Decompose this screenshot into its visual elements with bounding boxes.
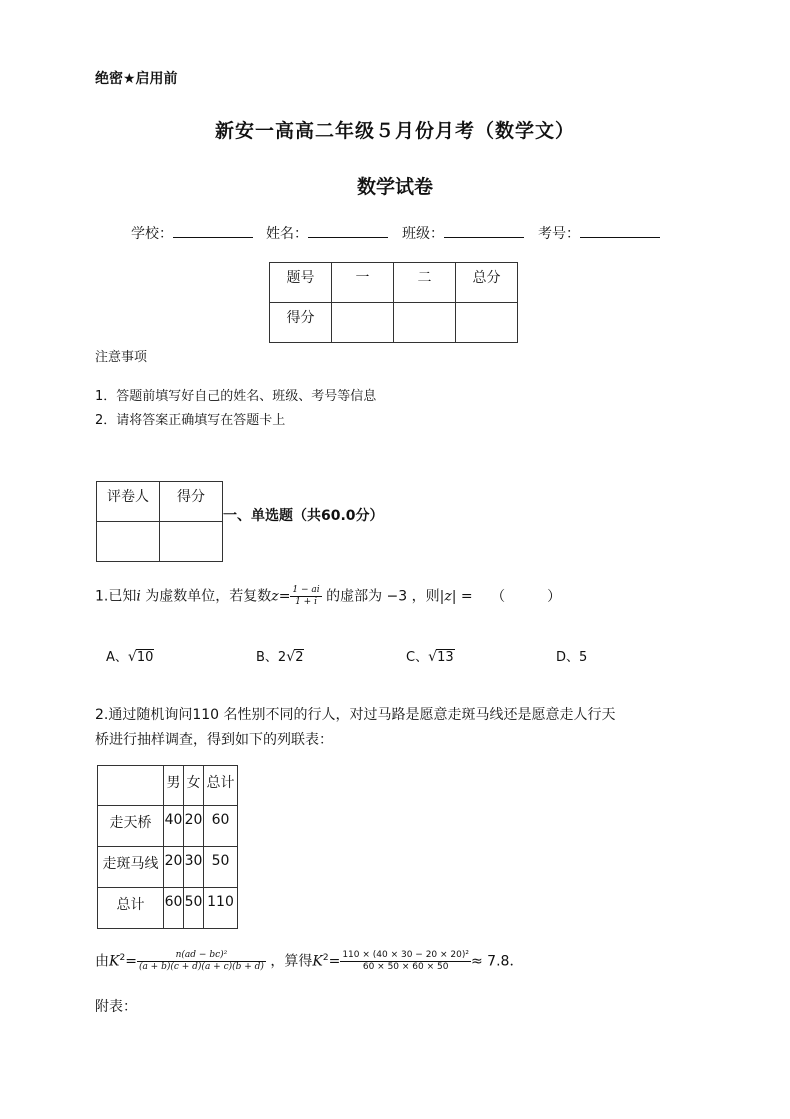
contingency-row — [98, 806, 238, 847]
exam-title: 新安一高高二年级５月份月考（数学文） — [214, 120, 575, 142]
score-table — [269, 262, 518, 343]
score-table-header-cell: 二 — [394, 263, 456, 303]
contingency-cell: 20 — [164, 847, 184, 888]
contingency-row — [98, 888, 238, 929]
contingency-header-cell: 男 — [164, 766, 184, 806]
contingency-cell: 60 — [204, 806, 238, 847]
choice-a-label: A、 — [106, 650, 128, 665]
q1-i-symbol: i — [136, 588, 141, 605]
score-cell[interactable] — [332, 303, 394, 343]
sqrt-symbol: √ 2 — [286, 649, 304, 665]
contingency-cell: 110 — [204, 888, 238, 929]
contingency-header-cell: 女 — [184, 766, 204, 806]
k2-exponent: 2 — [322, 952, 329, 963]
sqrt-symbol: √ 10 — [127, 649, 154, 665]
k2-computed-num: 110 × (40 × 30 − 20 × 20)² — [342, 950, 469, 960]
choice-d[interactable] — [556, 646, 587, 665]
score-table-header-row — [270, 263, 518, 303]
choice-b-coef: 2 — [277, 650, 287, 665]
k2-general-fraction — [137, 950, 266, 973]
section-title: 一、单选题（共60.0分） — [223, 508, 384, 524]
formula-prefix: 由 — [95, 953, 109, 970]
school-label: 学校： — [131, 226, 173, 242]
exam-number-field[interactable] — [538, 223, 660, 243]
choice-b[interactable] — [256, 646, 304, 665]
grader-table — [96, 481, 223, 562]
question-1 — [95, 585, 561, 608]
class-blank[interactable] — [444, 223, 524, 238]
score-table-header-cell: 总分 — [456, 263, 518, 303]
q1-fraction — [290, 585, 321, 608]
grader-cell[interactable] — [97, 522, 160, 562]
contingency-row-label: 走天桥 — [98, 806, 164, 847]
contingency-cell: 40 — [164, 806, 184, 847]
k2-approx: ≈ 7.8 — [471, 953, 510, 970]
class-field[interactable] — [402, 223, 524, 243]
contingency-row — [98, 847, 238, 888]
sqrt-symbol: √ 13 — [428, 649, 454, 665]
k2-exponent: 2 — [119, 952, 126, 963]
formula-end: ． — [509, 953, 524, 970]
choice-c-label: C、 — [406, 650, 429, 665]
k2-formula — [95, 950, 523, 973]
choice-b-label: B、 — [256, 650, 278, 665]
q1-z-symbol: z — [271, 588, 279, 605]
choice-a-radicand: 10 — [136, 650, 154, 665]
contingency-header-cell — [98, 766, 164, 806]
grader-score-label: 得分 — [160, 482, 223, 522]
q1-prefix: 1.已知 — [95, 588, 137, 605]
exam-number-blank[interactable] — [580, 223, 660, 238]
contingency-row-label: 走斑马线 — [98, 847, 164, 888]
k2-computed-fraction — [340, 950, 471, 973]
score-cell[interactable] — [394, 303, 456, 343]
exam-subtitle: 数学试卷 — [356, 176, 433, 198]
contingency-cell: 30 — [184, 847, 204, 888]
contingency-header-row — [98, 766, 238, 806]
choice-a[interactable] — [106, 646, 154, 665]
grader-score-cell[interactable] — [160, 522, 223, 562]
contingency-table — [97, 765, 238, 929]
score-table-score-row — [270, 303, 518, 343]
q1-frac-num: 1 − ai — [292, 585, 320, 595]
contingency-row-label: 总计 — [98, 888, 164, 929]
formula-eq: = — [125, 953, 137, 970]
q1-answer-paren: （ ） — [491, 588, 562, 605]
grader-label: 评卷人 — [97, 482, 160, 522]
name-field[interactable] — [266, 223, 388, 243]
notice-item: 1．答题前填写好自己的姓名、班级、考号等信息 — [95, 389, 377, 404]
choice-d-label: D、 — [556, 650, 580, 665]
q1-suffix: 的虚部为 −3 ，则 — [321, 588, 440, 605]
choice-b-radicand: 2 — [295, 650, 304, 665]
contingency-cell: 60 — [164, 888, 184, 929]
question-2-line-1: 2.通过随机询问110 名性别不同的行人，对过马路是愿意走斑马线还是愿意走人行天 — [95, 707, 616, 723]
notice-title: 注意事项 — [95, 350, 148, 365]
contingency-cell: 20 — [184, 806, 204, 847]
contingency-header-cell: 总计 — [204, 766, 238, 806]
k2-symbol: K — [109, 953, 120, 970]
score-row-label: 得分 — [270, 303, 332, 343]
formula-mid: ，算得 — [270, 953, 313, 970]
k2-general-den: (a + b)(c + d)(a + c)(b + d) — [138, 962, 264, 972]
school-blank[interactable] — [173, 223, 253, 238]
formula-eq: = — [328, 953, 341, 970]
question-2-line-2: 桥进行抽样调查，得到如下的列联表： — [95, 732, 333, 748]
k2-symbol: K — [312, 953, 323, 970]
choice-c[interactable] — [406, 646, 455, 665]
confidential-label: 绝密★启用前 — [95, 71, 178, 87]
score-table-header-cell: 一 — [332, 263, 394, 303]
name-blank[interactable] — [308, 223, 388, 238]
q1-eq: = — [278, 588, 291, 605]
choice-c-radicand: 13 — [437, 650, 454, 665]
k2-computed-den: 60 × 50 × 60 × 50 — [362, 962, 449, 972]
q1-mid: 为虚数单位，若复数 — [140, 588, 272, 605]
score-cell[interactable] — [456, 303, 518, 343]
contingency-cell: 50 — [184, 888, 204, 929]
score-table-header-cell: 题号 — [270, 263, 332, 303]
name-label: 姓名： — [266, 226, 308, 242]
exam-number-label: 考号： — [538, 226, 580, 242]
choice-d-value: 5 — [579, 650, 588, 665]
notice-item: 2．请将答案正确填写在答题卡上 — [95, 413, 286, 428]
class-label: 班级： — [402, 226, 444, 242]
q1-frac-den: 1 + i — [295, 597, 317, 607]
school-field[interactable] — [131, 223, 253, 243]
q1-abs: |z| = — [439, 588, 473, 605]
k2-general-num: n(ad − bc)² — [137, 950, 266, 962]
contingency-cell: 50 — [204, 847, 238, 888]
appendix-label: 附表： — [95, 999, 137, 1015]
